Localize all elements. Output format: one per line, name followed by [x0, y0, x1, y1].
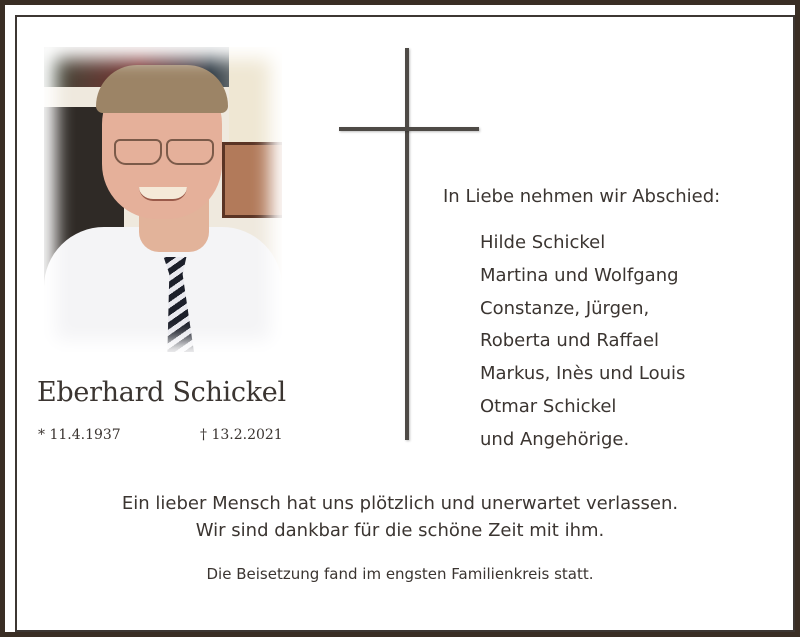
mourner-name: Markus, Inès und Louis: [480, 363, 686, 385]
birth-date: * 11.4.1937: [38, 427, 121, 443]
funeral-note: Die Beisetzung fand im engsten Familienkreis statt.: [206, 565, 594, 583]
mourners-heading: In Liebe nehmen wir Abschied:: [443, 186, 721, 207]
mourner-name: Constanze, Jürgen,: [480, 297, 650, 319]
cross-horizontal-bar: [339, 127, 479, 131]
mourner-name: und Angehörige.: [480, 428, 630, 450]
death-date: † 13.2.2021: [200, 427, 283, 443]
closing-line-1: Ein lieber Mensch hat uns plötzlich und unerwartet verlassen.: [121, 493, 679, 514]
mourner-name: Hilde Schickel: [480, 232, 606, 253]
mourner-name: Roberta und Raffael: [480, 330, 660, 352]
cross-vertical-bar: [405, 48, 409, 440]
portrait-photo: [44, 47, 282, 352]
mourner-name: Otmar Schickel: [480, 395, 617, 417]
mourner-name: Martina und Wolfgang: [480, 264, 679, 286]
closing-line-2: Wir sind dankbar für die schöne Zeit mit ihm.: [195, 520, 605, 541]
photo-vignette: [44, 47, 282, 352]
deceased-name: Eberhard Schickel: [37, 377, 286, 408]
mourners-list: [480, 227, 685, 457]
